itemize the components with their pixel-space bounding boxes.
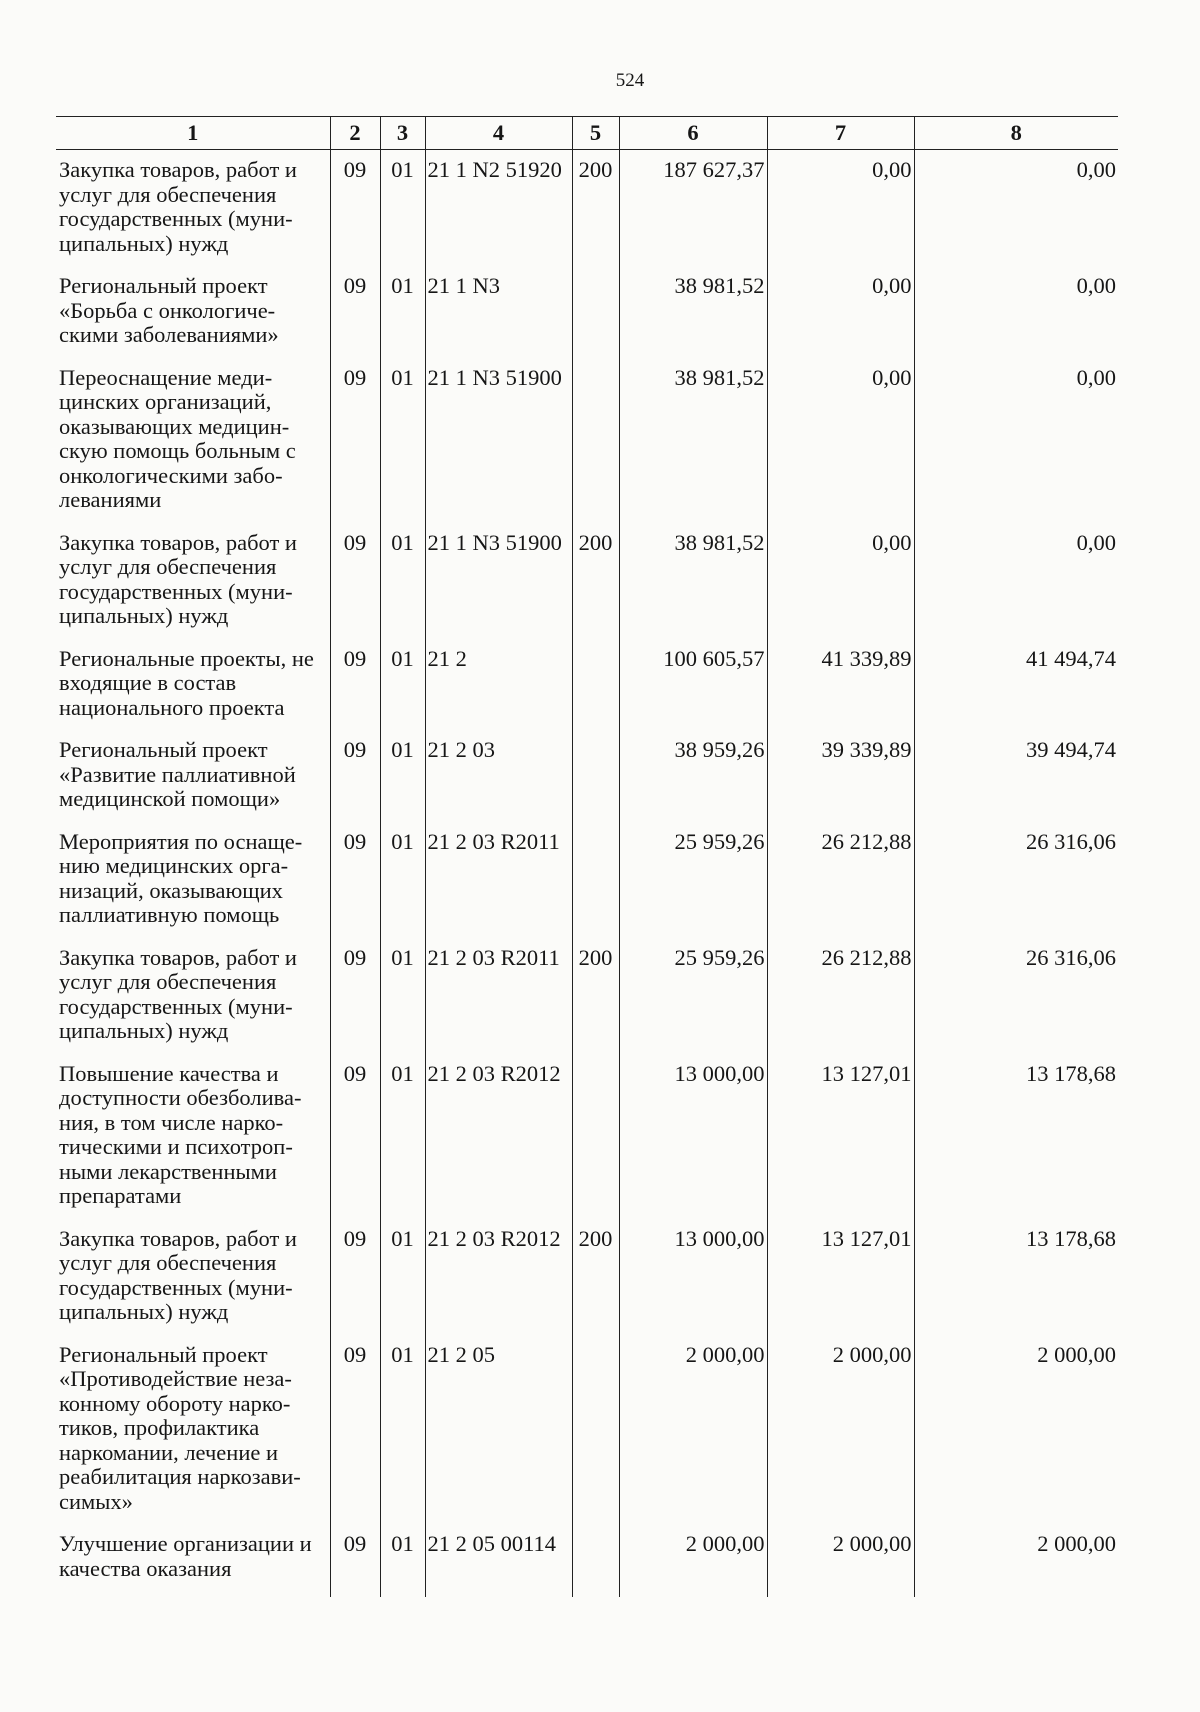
- row-expense-type: 200: [572, 1219, 619, 1335]
- row-section: 09: [330, 730, 380, 822]
- row-subsection: 01: [380, 822, 425, 938]
- row-target-article: 21 2 03 R2011: [425, 822, 572, 938]
- row-amount-col8: 0,00: [914, 150, 1118, 267]
- row-target-article: 21 1 N2 51920: [425, 150, 572, 267]
- row-name: Закупка товаров, работ и услуг для обеспечения государственных (муни-ципальных) нужд: [59, 157, 297, 256]
- row-subsection: 01: [380, 266, 425, 358]
- row-subsection: 01: [380, 1219, 425, 1335]
- row-expense-type: [572, 1054, 619, 1219]
- row-expense-type: [572, 730, 619, 822]
- table-row: [56, 1524, 1118, 1597]
- table-row: [56, 1054, 1118, 1219]
- table-row: [56, 150, 1118, 267]
- row-amount-col8: 2 000,00: [914, 1524, 1118, 1597]
- header-col-8: 8: [914, 117, 1118, 150]
- row-name: Закупка товаров, работ и услуг для обеспечения государственных (муни-ципальных) нужд: [59, 1225, 297, 1324]
- row-target-article: 21 2 05 00114: [425, 1524, 572, 1597]
- row-expense-type: [572, 358, 619, 523]
- row-section: 09: [330, 1219, 380, 1335]
- table-row: [56, 1219, 1118, 1335]
- row-subsection: 01: [380, 523, 425, 639]
- row-target-article: 21 1 N3 51900: [425, 358, 572, 523]
- row-amount-col6: 25 959,26: [619, 822, 767, 938]
- header-col-7: 7: [767, 117, 914, 150]
- row-amount-col6: 38 981,52: [619, 266, 767, 358]
- row-amount-col8: 26 316,06: [914, 938, 1118, 1054]
- row-amount-col6: 2 000,00: [619, 1524, 767, 1597]
- header-col-1: 1: [56, 117, 330, 150]
- row-name: Региональный проект «Борьба с онкологиче-скими заболеваниями»: [59, 273, 279, 347]
- row-amount-col8: 13 178,68: [914, 1219, 1118, 1335]
- row-amount-col8: 41 494,74: [914, 639, 1118, 731]
- row-amount-col7: 26 212,88: [767, 822, 914, 938]
- row-amount-col6: 13 000,00: [619, 1054, 767, 1219]
- row-amount-col7: 26 212,88: [767, 938, 914, 1054]
- row-amount-col7: 41 339,89: [767, 639, 914, 731]
- row-amount-col6: 38 959,26: [619, 730, 767, 822]
- row-section: 09: [330, 358, 380, 523]
- row-name: Региональный проект «Противодействие неза-конному обороту нарко-тиков, профилактика наркомании, лечение и реабилитация наркозави-симых»: [59, 1341, 301, 1514]
- row-amount-col7: 0,00: [767, 523, 914, 639]
- row-amount-col6: 13 000,00: [619, 1219, 767, 1335]
- row-target-article: 21 1 N3: [425, 266, 572, 358]
- row-amount-col8: 2 000,00: [914, 1335, 1118, 1525]
- table-row: [56, 938, 1118, 1054]
- row-name: Улучшение организации и качества оказания: [59, 1531, 312, 1581]
- row-amount-col7: 2 000,00: [767, 1524, 914, 1597]
- header-col-5: 5: [572, 117, 619, 150]
- row-amount-col7: 0,00: [767, 358, 914, 523]
- header-col-2: 2: [330, 117, 380, 150]
- table-row: [56, 523, 1118, 639]
- row-amount-col6: 25 959,26: [619, 938, 767, 1054]
- row-subsection: 01: [380, 358, 425, 523]
- row-name: Переоснащение меди-цинских организаций, оказывающих медицин-скую помощь больным с онкологическими забо-леваниями: [59, 364, 296, 512]
- row-expense-type: [572, 822, 619, 938]
- row-expense-type: [572, 639, 619, 731]
- budget-table: [56, 116, 1118, 1597]
- table-row: [56, 358, 1118, 523]
- row-name: Региональные проекты, не входящие в состав национального проекта: [59, 645, 314, 720]
- row-amount-col6: 38 981,52: [619, 523, 767, 639]
- row-expense-type: [572, 266, 619, 358]
- row-expense-type: 200: [572, 938, 619, 1054]
- row-section: 09: [330, 938, 380, 1054]
- header-col-6: 6: [619, 117, 767, 150]
- row-name: Закупка товаров, работ и услуг для обеспечения государственных (муни-ципальных) нужд: [59, 529, 297, 628]
- row-amount-col8: 39 494,74: [914, 730, 1118, 822]
- row-target-article: 21 2 03: [425, 730, 572, 822]
- row-target-article: 21 2 03 R2012: [425, 1054, 572, 1219]
- row-amount-col7: 0,00: [767, 266, 914, 358]
- row-section: 09: [330, 639, 380, 731]
- table-row: [56, 822, 1118, 938]
- row-expense-type: 200: [572, 150, 619, 267]
- row-target-article: 21 2 03 R2011: [425, 938, 572, 1054]
- row-amount-col8: 26 316,06: [914, 822, 1118, 938]
- row-subsection: 01: [380, 730, 425, 822]
- row-amount-col7: 39 339,89: [767, 730, 914, 822]
- page-number: 524: [615, 70, 645, 91]
- row-amount-col7: 0,00: [767, 150, 914, 267]
- row-amount-col8: 0,00: [914, 266, 1118, 358]
- row-expense-type: [572, 1335, 619, 1525]
- row-expense-type: [572, 1524, 619, 1597]
- row-subsection: 01: [380, 1054, 425, 1219]
- row-section: 09: [330, 1524, 380, 1597]
- table-row: [56, 1335, 1118, 1525]
- row-amount-col8: 13 178,68: [914, 1054, 1118, 1219]
- row-amount-col7: 13 127,01: [767, 1219, 914, 1335]
- row-target-article: 21 2 05: [425, 1335, 572, 1525]
- row-section: 09: [330, 150, 380, 267]
- row-amount-col6: 38 981,52: [619, 358, 767, 523]
- row-amount-col7: 2 000,00: [767, 1335, 914, 1525]
- row-target-article: 21 2 03 R2012: [425, 1219, 572, 1335]
- row-name: Повышение качества и доступности обезболива-ния, в том числе нарко-тическими и психотроп-ными лекарственными препаратами: [59, 1060, 302, 1208]
- row-target-article: 21 2: [425, 639, 572, 731]
- row-expense-type: 200: [572, 523, 619, 639]
- table-row: [56, 639, 1118, 731]
- row-subsection: 01: [380, 1335, 425, 1525]
- row-target-article: 21 1 N3 51900: [425, 523, 572, 639]
- row-amount-col6: 2 000,00: [619, 1335, 767, 1525]
- header-col-3: 3: [380, 117, 425, 150]
- table-row: [56, 730, 1118, 822]
- row-section: 09: [330, 1054, 380, 1219]
- row-amount-col7: 13 127,01: [767, 1054, 914, 1219]
- row-subsection: 01: [380, 639, 425, 731]
- row-section: 09: [330, 266, 380, 358]
- row-amount-col8: 0,00: [914, 358, 1118, 523]
- row-section: 09: [330, 822, 380, 938]
- row-name: Мероприятия по оснаще-нию медицинских орга-низаций, оказывающих паллиативную помощь: [59, 828, 303, 927]
- row-name: Региональный проект «Развитие паллиативной медицинской помощи»: [59, 737, 296, 811]
- row-section: 09: [330, 523, 380, 639]
- row-amount-col6: 100 605,57: [619, 639, 767, 731]
- table-row: [56, 266, 1118, 358]
- header-col-4: 4: [425, 117, 572, 150]
- row-section: 09: [330, 1335, 380, 1525]
- row-amount-col6: 187 627,37: [619, 150, 767, 267]
- header-row: [56, 117, 1118, 150]
- row-amount-col8: 0,00: [914, 523, 1118, 639]
- row-subsection: 01: [380, 938, 425, 1054]
- row-subsection: 01: [380, 150, 425, 267]
- row-name: Закупка товаров, работ и услуг для обеспечения государственных (муни-ципальных) нужд: [59, 944, 297, 1043]
- row-subsection: 01: [380, 1524, 425, 1597]
